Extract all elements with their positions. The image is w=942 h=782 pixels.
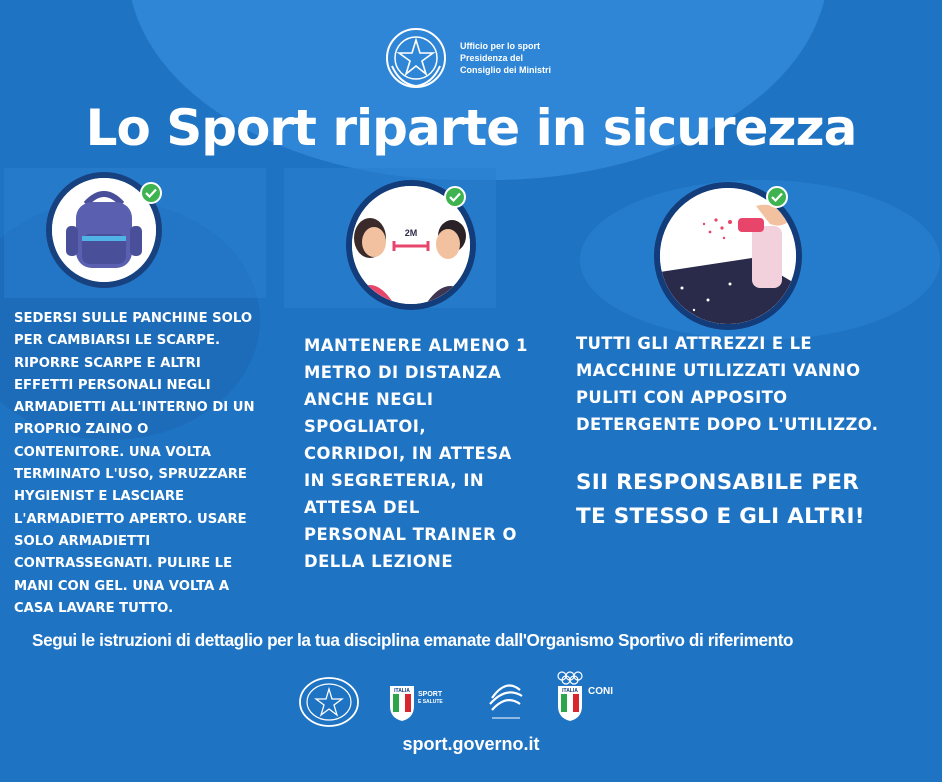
text-line: SOLO ARMADIETTI [14,533,151,549]
equipment-cleaning-text [576,330,906,438]
text-line: L'ARMADIETTO APERTO. USARE [14,511,247,527]
text-line: CASA LAVARE TUTTO. [14,600,174,616]
distance-rules-text [304,332,536,575]
text-line: HYGIENIST E LASCIARE [14,489,185,505]
text-line: EFFETTI PERSONALI NEGLI [14,377,211,393]
page-title: Lo Sport riparte in sicurezza [85,99,857,157]
responsibility-slogan [576,466,916,534]
text-line: ATTESA DEL [304,498,420,517]
check-icon [140,182,162,204]
logo-text: E SALUTE [418,699,443,705]
text-line: DETERGENTE DOPO L'UTILIZZO. [576,415,879,434]
text-line: CONTRASSEGNATI. PULIRE LE [14,556,233,572]
text-line: PROPRIO ZAINO O [14,422,149,438]
federation-logo [486,676,526,724]
text-line: MANI CON GEL. UNA VOLTA A [14,578,230,594]
distance-label: 2M [404,228,418,238]
text-line: CONTENITORE. UNA VOLTA [14,444,211,460]
logo-text: CONI [588,686,613,697]
spray-disinfect-icon [660,188,796,324]
logo-text: SPORT [418,691,443,698]
text-line: METRO DI DISTANZA [304,363,502,382]
office-label [460,40,600,76]
text-line: MANTENERE ALMENO 1 [304,336,528,355]
text-line: ARMADIETTI ALL'INTERNO DI UN [14,400,255,416]
text-line: SEDERSI SULLE PANCHINE SOLO [14,311,253,326]
text-line: MACCHINE UTILIZZATI VANNO [576,361,861,380]
office-line: Ufficio per lo sport [460,41,541,51]
logo-text: ITALIA [394,688,410,694]
government-seal-logo [298,676,360,728]
instructions-notice: Segui le istruzioni di dettaglio per la tua disciplina emanate dall'Organismo Sportivo di riferimento [32,630,794,650]
text-line: RIPORRE SCARPE E ALTRI [14,355,201,371]
check-icon [766,186,788,208]
text-line: IN SEGRETERIA, IN [304,471,485,490]
text-line: PULITI CON APPOSITO [576,388,788,407]
coni-logo [556,670,626,722]
text-line: TUTTI GLI ATTREZZI E LE [576,334,813,353]
check-icon [444,186,466,208]
logo-text: ITALIA [562,688,578,694]
text-line: SPOGLIATOI, [304,417,427,436]
office-line: Presidenza del [460,53,524,63]
italian-republic-emblem-icon [384,26,448,90]
slogan-line: SII RESPONSABILE PER [576,470,860,495]
office-line: Consiglio dei Ministri [460,65,552,75]
text-line: TERMINATO L'USO, SPRUZZARE [14,467,247,483]
text-line: PERSONAL TRAINER O [304,525,517,544]
sport-e-salute-logo [388,684,450,722]
text-line: DELLA LEZIONE [304,552,454,571]
text-line: PER CAMBIARSI LE SCARPE. [14,333,220,349]
text-line: CORRIDOI, IN ATTESA [304,444,512,463]
slogan-line: TE STESSO E GLI ALTRI! [576,504,865,529]
locker-room-rules-text [14,308,264,620]
website-link[interactable]: sport.governo.it [402,734,540,754]
text-line: ANCHE NEGLI [304,390,434,409]
